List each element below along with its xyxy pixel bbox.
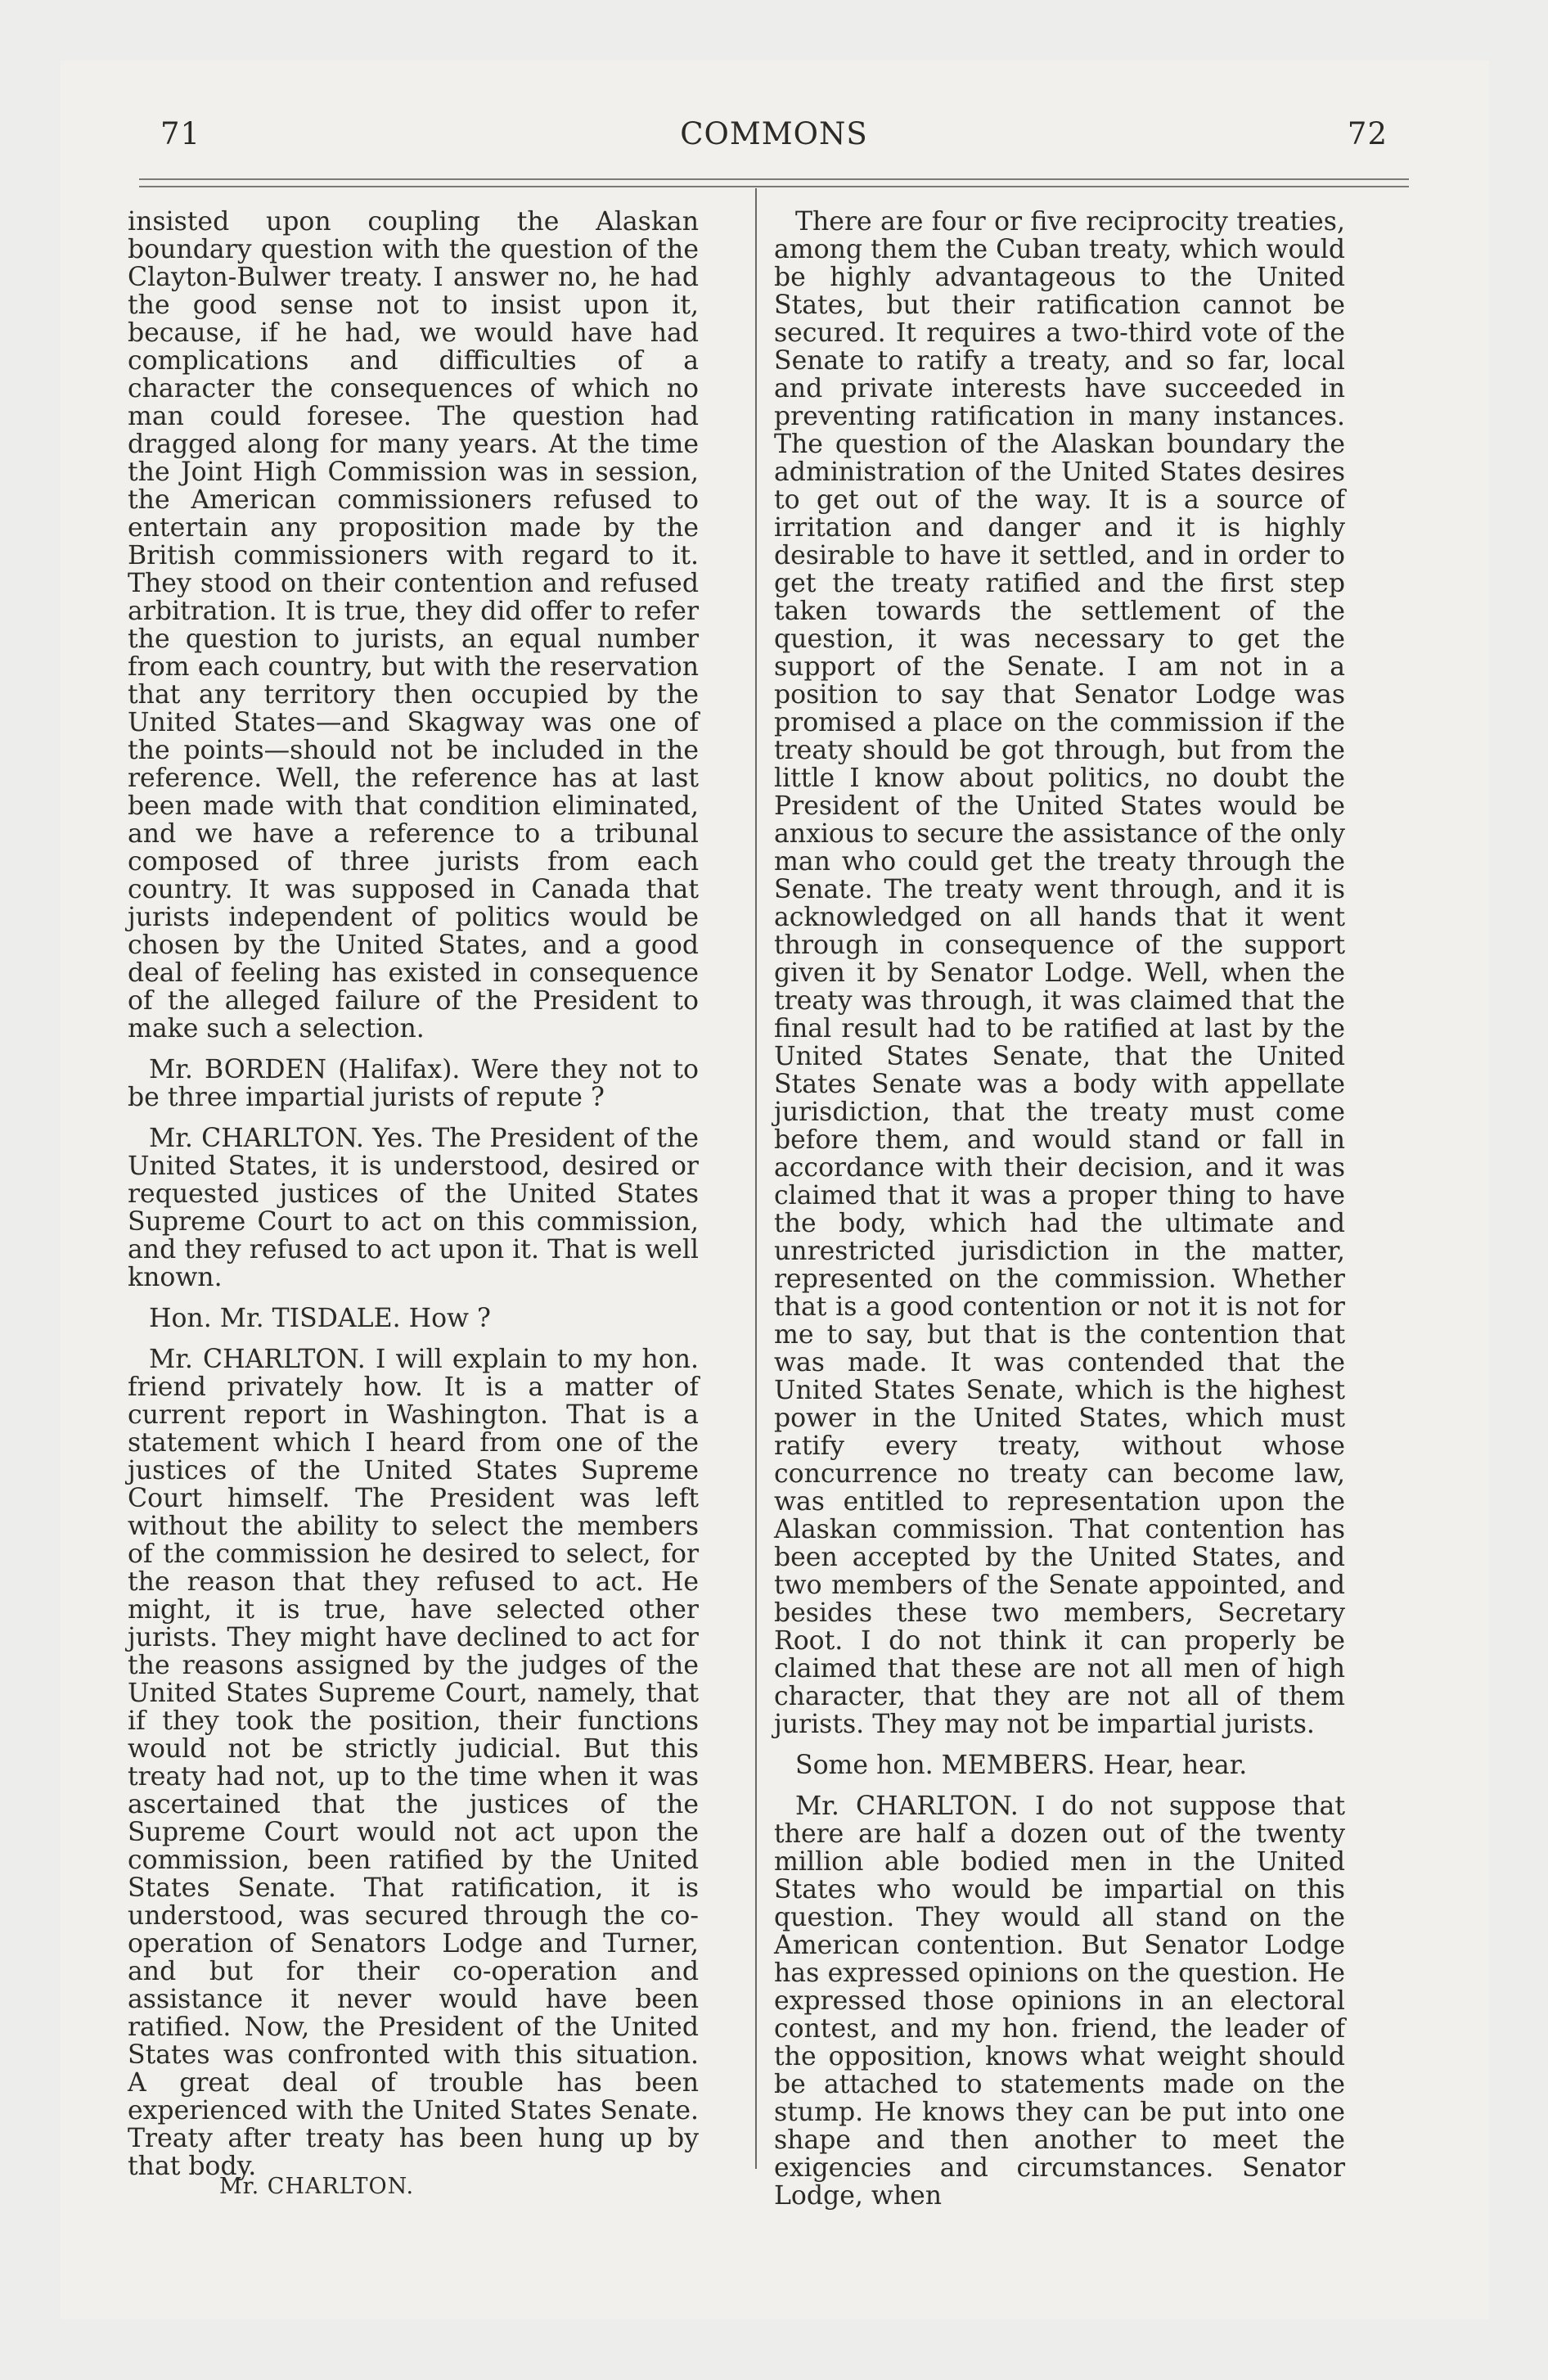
left-paragraph-2: Mr. BORDEN (Halifax). Were they not to be three impartial jurists of repute ? bbox=[128, 1055, 699, 1112]
page-number-right: 72 bbox=[1347, 116, 1388, 151]
left-paragraph-1: insisted upon coupling the Alaskan boundary question with the question of the Clayton-Bulwer treaty. I answer no, he had the good sense not to insist upon it, because, if he had, we would have had complications and difficulties of a character the consequences of which no man could foresee. The question had dragged along for many years. At the time the Joint High Commission was in session, the American commissioners refused to entertain any proposition made by the British commissioners with regard to it. They stood on their contention and refused arbitration. It is true, they did offer to refer the question to jurists, an equal number from each country, but with the reservation that any territory then occupied by the United States—and Skagway was one of the points—should not be included in the reference. Well, the reference has at last been made with that condition eliminated, and we have a reference to a tribunal composed of three jurists from each country. It was supposed in Canada that jurists independent of politics would be chosen by the United States, and a good deal of feeling has existed in consequence of the alleged failure of the President to make such a selection. bbox=[128, 207, 699, 1044]
right-column bbox=[774, 208, 1345, 2210]
left-paragraph-3: Mr. CHARLTON. Yes. The President of the United States, it is understood, desired or requested justices of the United States Supreme Court to act on this commission, and they refused to act upon it. That is well known. bbox=[128, 1124, 699, 1292]
left-column bbox=[128, 208, 699, 2180]
running-head: COMMONS bbox=[680, 116, 868, 151]
catchword: Mr. CHARLTON. bbox=[219, 2174, 415, 2199]
page-number-left: 71 bbox=[160, 116, 201, 151]
right-paragraph-2: Some hon. MEMBERS. Hear, hear. bbox=[795, 1751, 1248, 1780]
right-paragraph-3: Mr. CHARLTON. I do not suppose that there are half a dozen out of the twenty million able bodied men in the United States who would be impartial on this question. They would all stand on the American contention. But Senator Lodge has expressed opinions on the question. He expressed those opinions in an electoral contest, and my hon. friend, the leader of the opposition, knows what weight should be attached to statements made on the stump. He knows they can be put into one shape and then another to meet the exigencies and circumstances. Senator Lodge, when bbox=[774, 1792, 1345, 2211]
left-paragraph-5: Mr. CHARLTON. I will explain to my hon. friend privately how. It is a matter of current report in Washington. That is a statement which I heard from one of the justices of the United States Supreme Court himself. The President was left without the ability to select the members of the commission he desired to select, for the reason that they refused to act. He might, it is true, have selected other jurists. They might have declined to act for the reasons assigned by the judges of the United States Supreme Court, namely, that if they took the position, their functions would not be strictly judicial. But this treaty had not, up to the time when it was ascertained that the justices of the Supreme Court would not act upon the commission, been ratified by the United States Senate. That ratification, it is understood, was secured through the co-operation of Senators Lodge and Turner, and but for their co-operation and assistance it never would have been ratified. Now, the President of the United States was confronted with this situation. A great deal of trouble has been experienced with the United States Senate. Treaty after treaty has been hung up by that body. bbox=[128, 1345, 699, 2181]
left-paragraph-4: Hon. Mr. TISDALE. How ? bbox=[149, 1304, 491, 1333]
page-header bbox=[160, 116, 1388, 165]
header-rule bbox=[139, 178, 1409, 187]
column-divider bbox=[755, 188, 757, 2169]
right-paragraph-1: There are four or five reciprocity treaties, among them the Cuban treaty, which would be highly advantageous to the United States, but their ratification cannot be secured. It requires a two-third vote of the Senate to ratify a treaty, and so far, local and private interests have succeeded in preventing ratification in many instances. The question of the Alaskan boundary the administration of the United States desires to get out of the way. It is a source of irritation and danger and it is highly desirable to have it settled, and in order to get the treaty ratified and the first step taken towards the settlement of the question, it was necessary to get the support of the Senate. I am not in a position to say that Senator Lodge was promised a place on the commission if the treaty should be got through, but from the little I know about politics, no doubt the President of the United States would be anxious to secure the assistance of the only man who could get the treaty through the Senate. The treaty went through, and it is acknowledged on all hands that it went through in consequence of the support given it by Senator Lodge. Well, when the treaty was through, it was claimed that the final result had to be ratified at last by the United States Senate, that the United States Senate was a body with appellate jurisdiction, that the treaty must come before them, and would stand or fall in accordance with their decision, and it was claimed that it was a proper thing to have the body, which had the ultimate and unrestricted jurisdiction in the matter, represented on the commission. Whether that is a good contention or not it is not for me to say, but that is the contention that was made. It was contended that the United States Senate, which is the highest power in the United States, which must ratify every treaty, without whose concurrence no treaty can become law, was entitled to representation upon the Alaskan commission. That contention has been accepted by the United States, and two members of the Senate appointed, and besides these two members, Secretary Root. I do not think it can properly be claimed that these are not all men of high character, that they are not all of them jurists. They may not be impartial jurists. bbox=[774, 207, 1345, 1739]
